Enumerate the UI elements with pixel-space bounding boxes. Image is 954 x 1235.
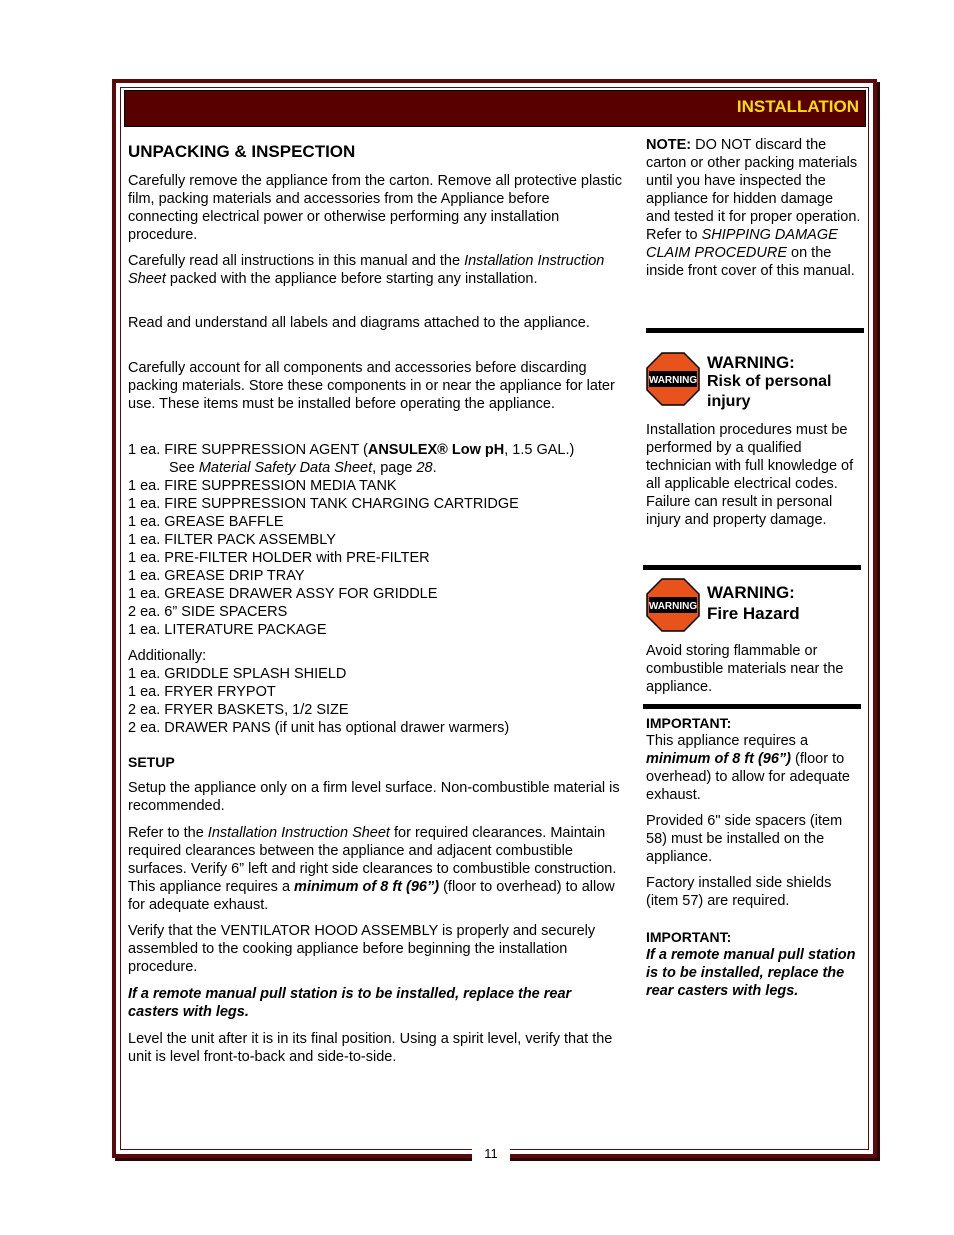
divider: [646, 328, 864, 333]
warning-octagon-icon: [646, 352, 700, 406]
note-block: NOTE: DO NOT discard the carton or other packing materials until you have inspected the appliance for hidden damage and tested it for proper operation. Refer to SHIPPING DAMAGE CLAIM PROCEDURE on the inside front cover of this manual.: [646, 137, 861, 279]
warning-text: Installation procedures must be performed by a qualified technician with full knowledge of all applicable electrical codes. Failure can result in personal injury and property damage.: [646, 422, 854, 528]
important-block: IMPORTANT: This appliance requires a minimum of 8 ft (96”) (floor to overhead) to allow for adequate exhaust.: [646, 715, 850, 803]
warning-badge-text: WARNING: [648, 375, 698, 386]
list-item: 1 ea. FIRE SUPPRESSION TANK CHARGING CARTRIDGE: [128, 496, 519, 512]
list-item: 1 ea. GREASE DRAWER ASSY FOR GRIDDLE: [128, 586, 438, 602]
warning-subtitle: Fire Hazard: [707, 604, 800, 623]
list-item: 1 ea. FIRE SUPPRESSION AGENT (ANSULEX® Low pH, 1.5 GAL.): [128, 442, 575, 458]
list-item: 1 ea. GREASE DRIP TRAY: [128, 568, 305, 584]
divider: [643, 704, 861, 709]
list-item: 2 ea. FRYER BASKETS, 1/2 SIZE: [128, 702, 349, 718]
list-item: 1 ea. FIRE SUPPRESSION MEDIA TANK: [128, 478, 397, 494]
divider: [643, 565, 861, 570]
list-item: 1 ea. FILTER PACK ASSEMBLY: [128, 532, 336, 548]
paragraph-emphasis: If a remote manual pull station is to be installed, replace the rear casters with legs.: [128, 986, 572, 1020]
setup-title: SETUP: [128, 754, 175, 770]
unpacking-title: UNPACKING & INSPECTION: [128, 142, 356, 161]
list-item: See Material Safety Data Sheet, page 28.: [169, 460, 437, 476]
paragraph: Carefully read all instructions in this manual and the Installation Instruction Sheet packed with the appliance before starting any installation.: [128, 253, 605, 287]
paragraph: Refer to the Installation Instruction Sheet for required clearances. Maintain required clearances between the appliance and adjacent combustible surfaces. Verify 6” left and right side clearances to combustible construction. This appliance requires a minimum of 8 ft (96”) (floor to overhead) to allow for adequate exhaust.: [128, 825, 617, 913]
list-item: 1 ea. LITERATURE PACKAGE: [128, 622, 327, 638]
list-item: 1 ea. GRIDDLE SPLASH SHIELD: [128, 666, 347, 682]
important-block: IMPORTANT: If a remote manual pull station is to be installed, replace the rear casters with legs.: [646, 929, 856, 999]
warning-title: WARNING:: [707, 353, 795, 372]
section-title: INSTALLATION: [736, 97, 859, 116]
section-header: [124, 90, 866, 127]
paragraph: Carefully remove the appliance from the carton. Remove all protective plastic film, packing materials and accessories from the Appliance before connecting electrical power or otherwise performing any installation procedure.: [128, 173, 623, 243]
warning-text: Avoid storing flammable or combustible materials near the appliance.: [646, 643, 844, 695]
paragraph: Setup the appliance only on a firm level surface. Non-combustible material is recommended.: [128, 780, 620, 814]
paragraph: Level the unit after it is in its final position. Using a spirit level, verify that the unit is level front-to-back and side-to-side.: [128, 1031, 613, 1065]
additional-list: [128, 647, 623, 737]
list-item: 1 ea. FRYER FRYPOT: [128, 684, 276, 700]
list-item: 2 ea. DRAWER PANS (if unit has optional drawer warmers): [128, 720, 510, 736]
paragraph: Provided 6" side spacers (item 58) must be installed on the appliance.: [646, 813, 843, 865]
list-heading: Additionally:: [128, 648, 207, 664]
warning-badge-text: WARNING: [648, 601, 698, 612]
paragraph: Carefully account for all components and accessories before discarding packing materials. Store these components in or near the appliance for later use. These items must be installed before operating the appliance.: [128, 360, 615, 412]
warning-subtitle: Risk of personal injury: [707, 373, 832, 410]
list-item: 1 ea. PRE-FILTER HOLDER with PRE-FILTER: [128, 550, 430, 566]
page-number: 11: [472, 1143, 510, 1165]
list-item: 1 ea. GREASE BAFFLE: [128, 514, 284, 530]
paragraph: Read and understand all labels and diagrams attached to the appliance.: [128, 315, 590, 331]
list-item: 2 ea. 6” SIDE SPACERS: [128, 604, 288, 620]
paragraph: Verify that the VENTILATOR HOOD ASSEMBLY is properly and securely assembled to the cooking appliance before beginning the installation procedure.: [128, 923, 596, 975]
warning-octagon-icon: [646, 578, 700, 632]
paragraph: Factory installed side shields (item 57) are required.: [646, 875, 832, 909]
warning-title: WARNING:: [707, 583, 795, 602]
components-list: [128, 441, 623, 639]
